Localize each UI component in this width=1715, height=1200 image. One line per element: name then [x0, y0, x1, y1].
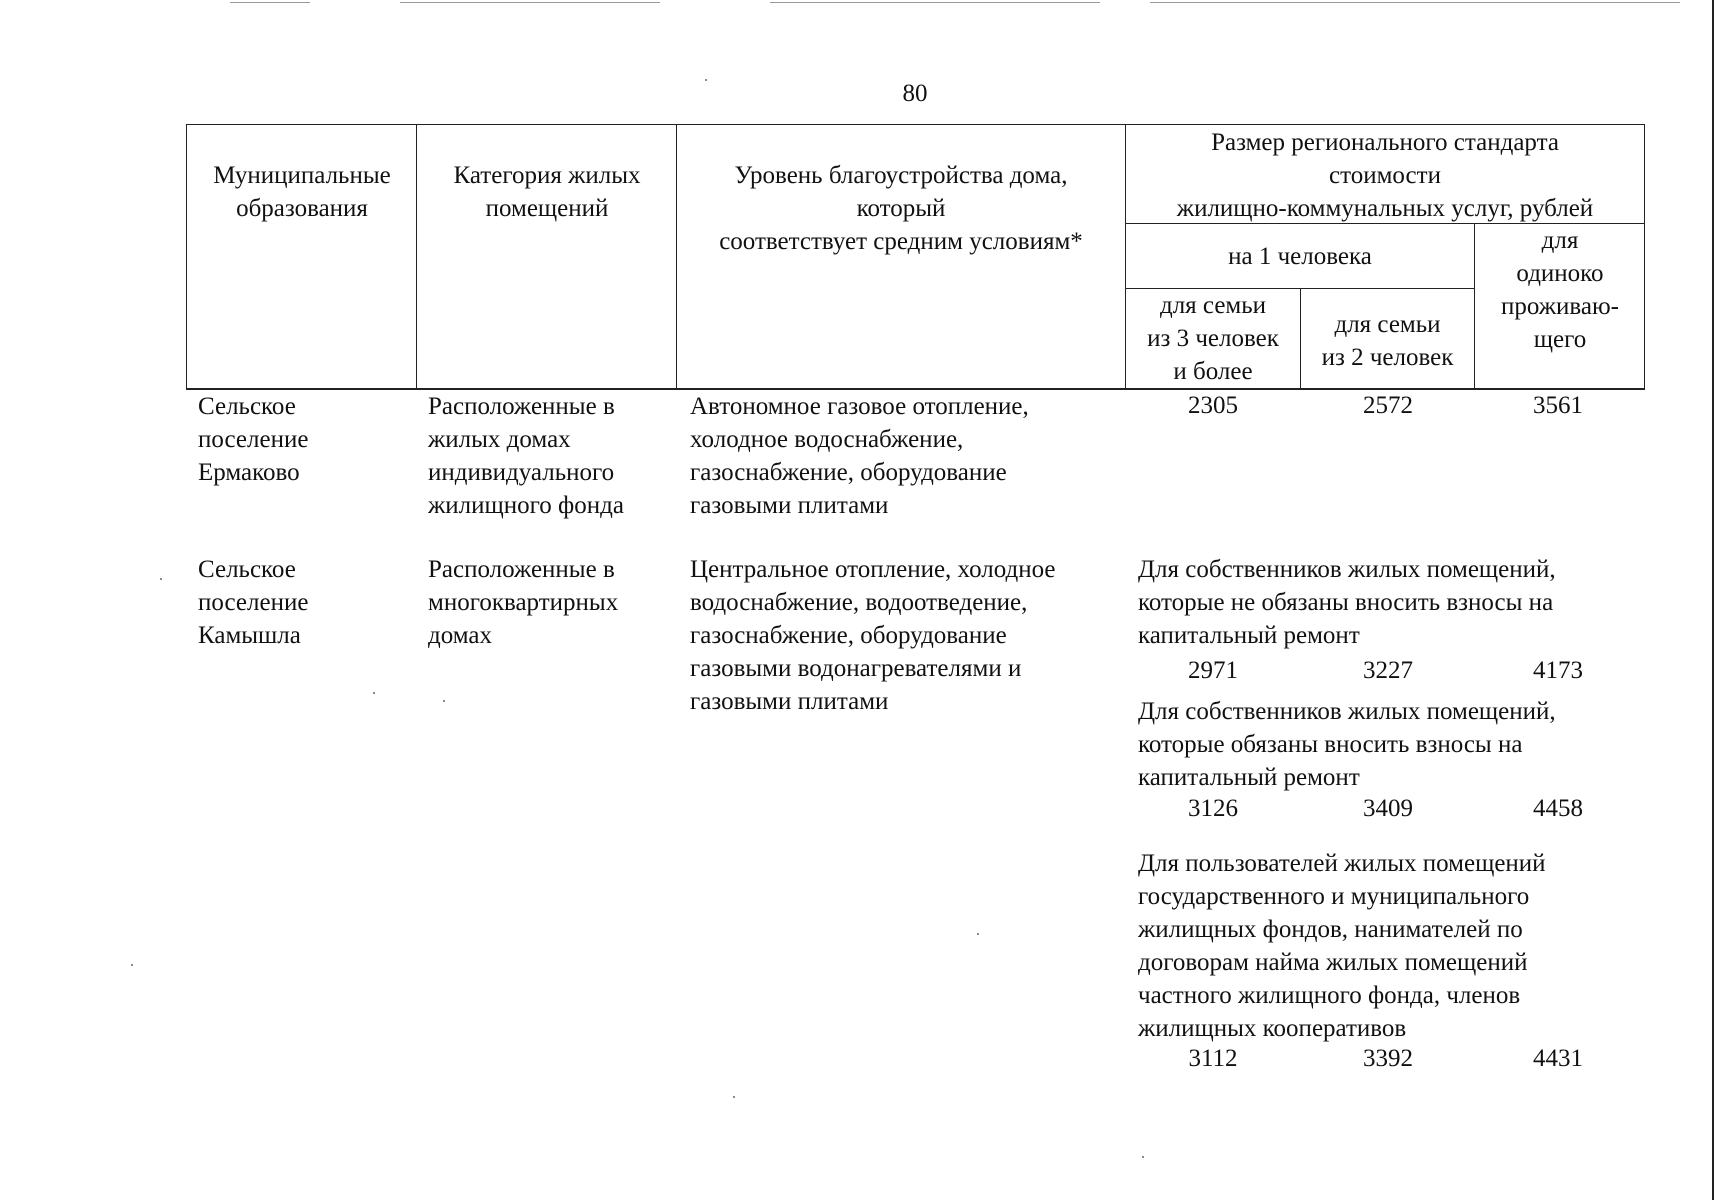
row1-amenity: [690, 390, 1122, 522]
header-line: Размер регионального стандарта: [1211, 129, 1559, 156]
group1-value-family3: 2971: [1188, 657, 1238, 684]
group2-label: [1138, 695, 1638, 794]
scan-edge-top: [770, 2, 1100, 3]
cell-line: договорам найма жилых помещений: [1138, 949, 1528, 976]
row1-category: [428, 390, 673, 522]
header-line: стоимости: [1329, 162, 1441, 189]
group1-label: [1138, 553, 1638, 652]
group2-value-family2: 3409: [1363, 795, 1413, 822]
table-divider: [416, 124, 417, 389]
row1-value-single: 3561: [1533, 392, 1583, 419]
cell-line: Камышла: [198, 622, 301, 649]
group3-value-family3: 3112: [1188, 1045, 1238, 1072]
scan-edge-top: [400, 2, 660, 3]
table-divider: [1474, 223, 1475, 389]
header-line: жилищно-коммунальных услуг, рублей: [1176, 195, 1594, 222]
table-border-left: [186, 124, 187, 389]
scan-speck: [733, 1096, 735, 1098]
cell-line: газоснабжение, оборудование: [690, 622, 1007, 649]
header-family3: [1127, 289, 1299, 388]
row2-category: [428, 553, 673, 652]
row2-municipality: [198, 553, 413, 652]
cell-line: которые обязаны вносить взносы на: [1138, 731, 1523, 758]
group3-label: [1138, 847, 1638, 1045]
scan-speck: [1142, 1156, 1144, 1158]
scan-edge-right: [1712, 0, 1714, 1200]
cell-line: холодное водоснабжение,: [690, 426, 964, 453]
header-line: помещений: [485, 195, 609, 222]
header-line: из 2 человек: [1321, 344, 1454, 371]
cell-line: Ермаково: [198, 459, 300, 486]
cell-line: Автономное газовое отопление,: [690, 393, 1029, 420]
header-single: [1476, 224, 1644, 356]
header-family2: [1302, 308, 1473, 374]
header-line: Категория жилых: [453, 162, 641, 189]
group2-value-family3: 3126: [1188, 795, 1238, 822]
header-municipality: [190, 159, 414, 225]
cell-line: водоснабжение, водоотведение,: [690, 589, 1028, 616]
table-divider: [1300, 288, 1301, 389]
scan-speck: [977, 933, 979, 935]
cell-line: частного жилищного фонда, членов: [1138, 982, 1521, 1009]
cell-line: газовыми плитами: [690, 492, 889, 519]
row1-value-family3: 2305: [1188, 392, 1238, 419]
table-border-right: [1644, 124, 1645, 389]
cell-line: государственного и муниципального: [1138, 883, 1530, 910]
scan-speck: [705, 79, 707, 81]
cell-line: газовыми водонагревателями и: [690, 655, 1022, 682]
table-border-top: [186, 124, 1645, 125]
cell-line: газовыми плитами: [690, 688, 889, 715]
header-line: Уровень благоустройства дома,: [734, 162, 1068, 189]
cell-line: жилищных кооперативов: [1138, 1015, 1407, 1042]
row2-amenity: [690, 553, 1122, 718]
cell-line: Расположенные в: [428, 393, 615, 420]
cell-line: Для пользователей жилых помещений: [1138, 850, 1546, 877]
cell-line: Сельское: [198, 556, 296, 583]
header-line: проживаю-: [1501, 293, 1619, 320]
row1-value-family2: 2572: [1363, 392, 1413, 419]
scan-speck: [160, 578, 162, 580]
scan-speck: [443, 700, 445, 702]
cell-line: Для собственников жилых помещений,: [1138, 556, 1556, 583]
header-line: одиноко: [1516, 260, 1604, 287]
cell-line: домах: [428, 622, 492, 649]
table-divider: [676, 124, 677, 389]
cell-line: капитальный ремонт: [1138, 764, 1360, 791]
cell-line: жилищного фонда: [428, 492, 624, 519]
header-line: и более: [1173, 358, 1253, 385]
cell-line: поселение: [198, 426, 309, 453]
cell-line: поселение: [198, 589, 309, 616]
row1-municipality: [198, 390, 413, 489]
cell-line: капитальный ремонт: [1138, 622, 1360, 649]
cell-line: Расположенные в: [428, 556, 615, 583]
header-line: который: [856, 195, 946, 222]
scan-edge-top: [230, 2, 310, 3]
header-category: [420, 159, 674, 225]
group3-value-family2: 3392: [1363, 1045, 1413, 1072]
group3-value-single: 4431: [1533, 1045, 1583, 1072]
header-line: образования: [236, 195, 368, 222]
group2-value-single: 4458: [1533, 795, 1583, 822]
header-line: щего: [1533, 326, 1587, 353]
cell-line: индивидуального: [428, 459, 615, 486]
header-per-person: на 1 человека: [1228, 243, 1372, 270]
header-standard: [1127, 126, 1643, 225]
scan-speck: [131, 964, 133, 966]
table-divider: [1125, 124, 1126, 389]
header-line: Муниципальные: [213, 162, 391, 189]
cell-line: многоквартирных: [428, 589, 619, 616]
header-line: соответствует средним условиям*: [719, 228, 1083, 255]
cell-line: жилищных фондов, нанимателей по: [1138, 916, 1523, 943]
header-amenity: [678, 159, 1124, 258]
header-line: для: [1541, 227, 1579, 254]
cell-line: газоснабжение, оборудование: [690, 459, 1007, 486]
cell-line: Для собственников жилых помещений,: [1138, 698, 1556, 725]
group1-value-family2: 3227: [1363, 657, 1413, 684]
scan-speck: [373, 692, 375, 694]
cell-line: которые не обязаны вносить взносы на: [1138, 589, 1554, 616]
cell-line: Сельское: [198, 393, 296, 420]
group1-value-single: 4173: [1533, 657, 1583, 684]
header-line: для семьи: [1334, 311, 1441, 338]
scan-edge-top: [1150, 2, 1680, 3]
page-number: 80: [902, 80, 928, 107]
cell-line: жилых домах: [428, 426, 571, 453]
cell-line: Центральное отопление, холодное: [690, 556, 1056, 583]
header-line: для семьи: [1159, 292, 1267, 319]
header-line: из 3 человек: [1147, 325, 1279, 352]
